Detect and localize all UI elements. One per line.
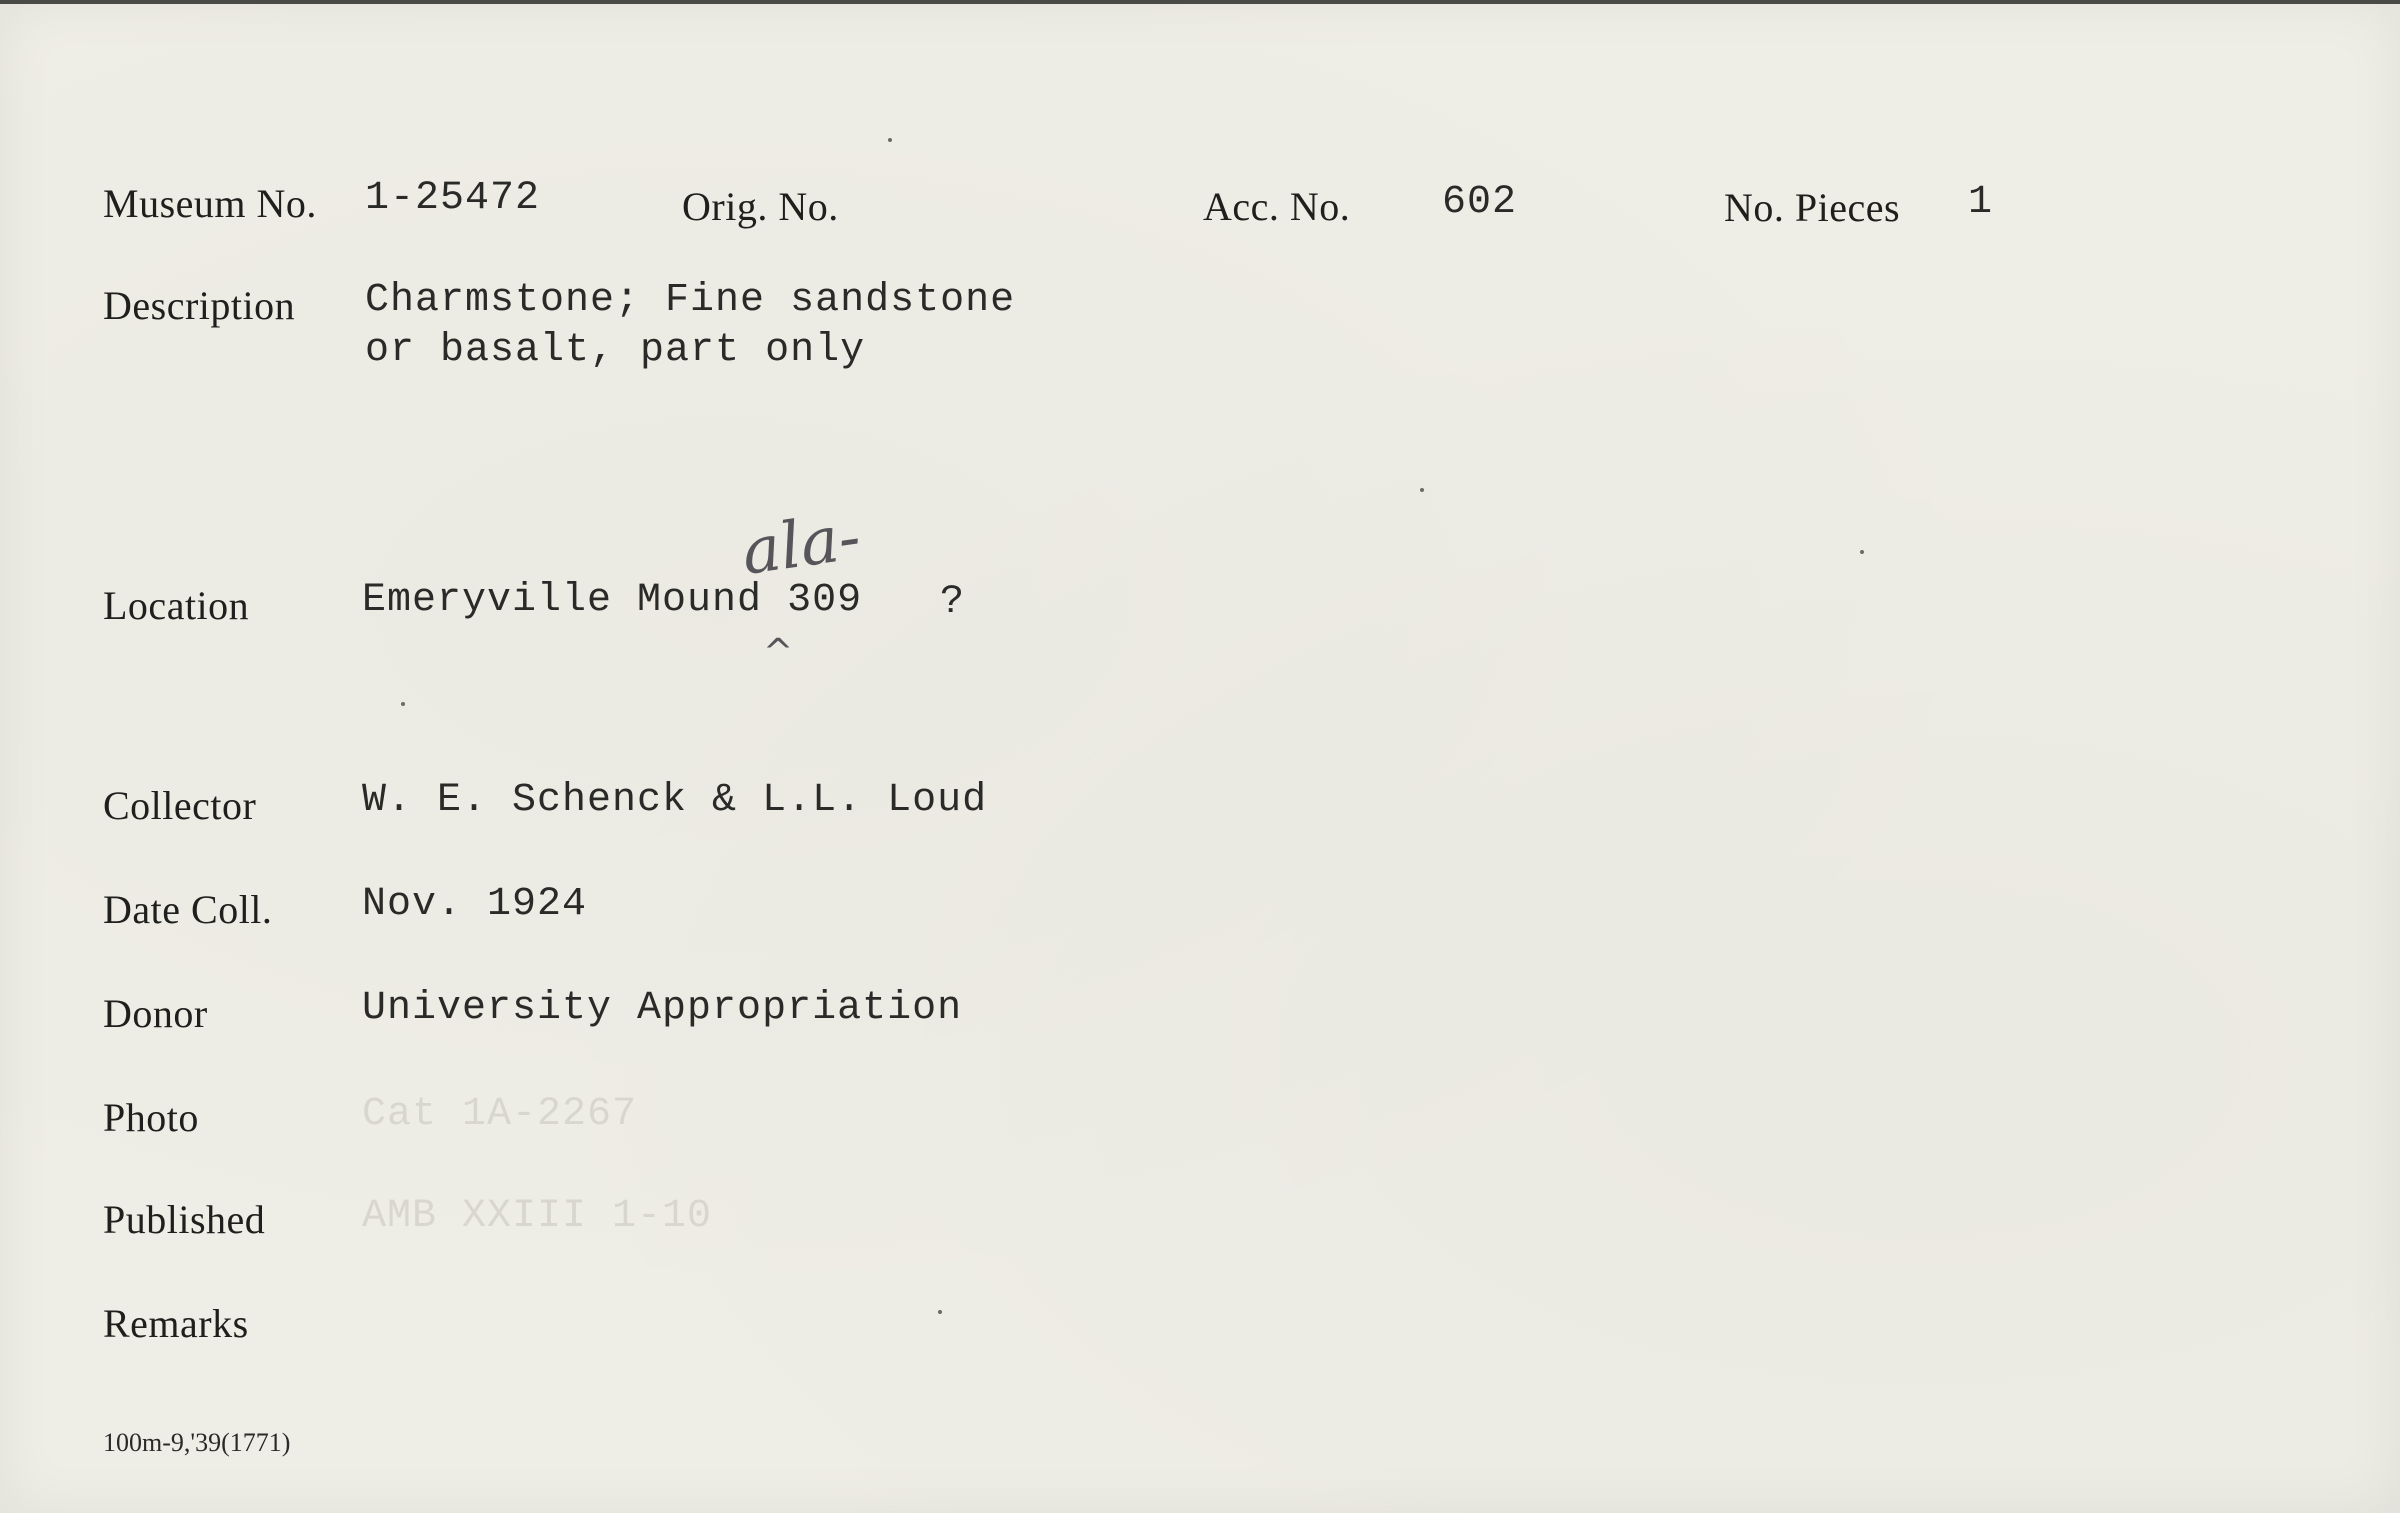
paper-speck xyxy=(1420,488,1424,492)
photo-label: Photo xyxy=(103,1095,199,1140)
description-line-1: Charmstone; Fine sandstone xyxy=(365,278,1016,323)
museum-no-value: 1-25472 xyxy=(365,176,541,221)
date-coll-value: Nov. 1924 xyxy=(362,882,588,927)
description-line-2: or basalt, part only xyxy=(365,328,866,373)
orig-no-label: Orig. No. xyxy=(682,184,839,229)
date-coll-label: Date Coll. xyxy=(103,887,273,932)
no-pieces-value: 1 xyxy=(1968,180,1994,225)
donor-value: University Appropriation xyxy=(362,986,963,1031)
museum-no-label: Museum No. xyxy=(103,181,317,226)
remarks-label: Remarks xyxy=(103,1301,249,1346)
acc-no-label: Acc. No. xyxy=(1203,184,1351,229)
form-code: 100m-9,'39(1771) xyxy=(103,1428,291,1457)
location-handwritten-note: ala- xyxy=(737,500,865,590)
location-value: Emeryville Mound 309 xyxy=(362,578,863,623)
donor-label: Donor xyxy=(103,991,208,1036)
no-pieces-label: No. Pieces xyxy=(1724,185,1901,230)
card-top-edge xyxy=(0,0,2400,4)
paper-speck xyxy=(938,1310,942,1314)
location-query-mark: ? xyxy=(940,580,966,625)
acc-no-value: 602 xyxy=(1442,180,1518,225)
collector-value: W. E. Schenck & L.L. Loud xyxy=(362,778,988,823)
paper-speck xyxy=(1860,550,1864,554)
collector-label: Collector xyxy=(103,783,257,828)
photo-faded-value: Cat 1A-2267 xyxy=(362,1092,638,1137)
paper-speck xyxy=(888,138,892,142)
paper-speck xyxy=(401,702,405,706)
published-label: Published xyxy=(103,1197,266,1242)
published-faded-value: AMB XXIII 1-10 xyxy=(362,1194,713,1239)
location-insert-caret: ^ xyxy=(763,632,794,673)
location-label: Location xyxy=(103,583,250,628)
description-label: Description xyxy=(103,283,296,328)
